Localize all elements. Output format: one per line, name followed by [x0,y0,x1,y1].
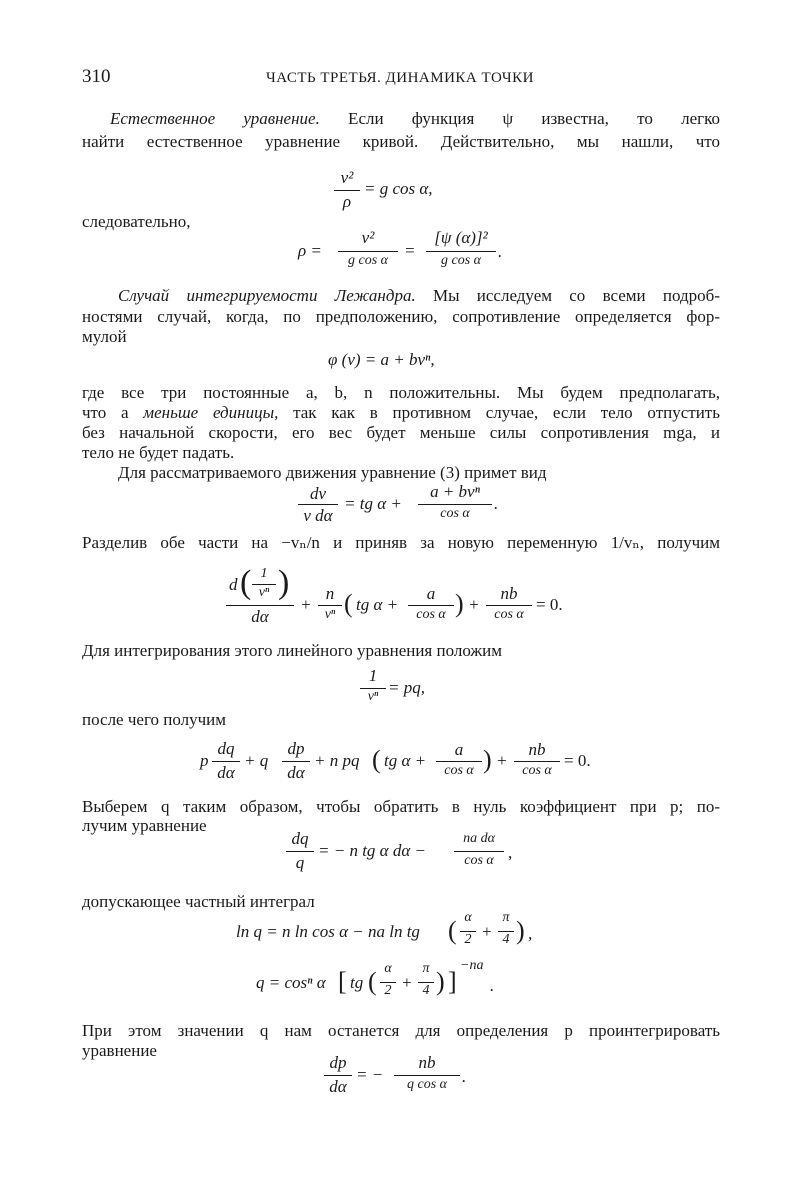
equation-mid: tg α + [356,595,399,614]
fraction-bar [418,504,492,505]
fraction-numerator: nb [528,740,546,759]
fraction-bar [298,504,338,505]
fraction-denominator: dα [251,607,269,626]
fraction-numerator: π [422,961,430,976]
fraction-denominator: cos α [416,607,446,622]
plus-sign: + [481,922,493,941]
fraction-bar [286,851,314,852]
fraction-denominator: cos α [464,853,494,868]
paragraph-line: ностями случай, когда, по предположению, сопротивление определяется фор- [82,307,720,326]
plus-sign: + [496,751,508,770]
fraction-bar [318,605,342,606]
paragraph-line: уравнение [82,1041,157,1060]
plus-sign: + [300,595,312,614]
fraction-bar [426,251,496,252]
paragraph-line: Для интегрирования этого линейного уравнения положим [82,641,503,660]
paragraph-line: Выберем q таким образом, чтобы обратить в нуль коэффициент при p; по- [82,797,720,816]
fraction-numerator: α [464,910,472,925]
equation-mid: + q [244,751,269,770]
fraction-bar [454,851,504,852]
paren-left: ( [368,967,377,996]
paragraph-line: Для рассматриваемого движения уравнение (3) примет вид [118,463,547,482]
paragraph-line: тело не будет падать. [82,443,235,462]
bracket-left: [ [338,967,347,996]
paren-left: ( [240,564,252,601]
fraction-denominator: g cos α [347,253,388,268]
fraction-bar [408,605,454,606]
period: . [462,1067,467,1086]
fraction-numerator: n [325,584,335,603]
fraction-denominator: vⁿ [258,585,270,600]
paren-right: ) [436,967,445,996]
equation-mid: = tg α + [344,494,402,513]
fraction-denominator: dα [217,763,235,782]
paragraph-line [110,108,720,129]
fraction-bar [394,1075,460,1076]
equation-lhs: ln q = n ln cos α − na ln tg [236,922,420,941]
fraction-denominator: dα [287,763,305,782]
fraction-denominator: v dα [303,506,333,525]
paren-left: ( [344,589,353,618]
variable-p: p [200,751,209,770]
fraction-numerator: na dα [463,831,495,846]
equation-mid: + n pq [314,751,360,770]
fraction-numerator: nb [418,1053,436,1072]
italic-term: меньше единицы, [143,403,279,422]
fraction-numerator: v² [340,168,354,187]
fraction-denominator: dα [329,1077,347,1096]
equation-mid: = − n tg α dα − [318,841,426,860]
fraction-denominator: 2 [464,932,472,947]
paragraph-line: мулой [82,327,127,346]
fraction-denominator: cos α [522,763,552,778]
paren-right: ) [455,589,464,618]
fraction-numerator: 1 [368,666,378,685]
period: . [490,976,495,995]
fraction-denominator: g cos α [440,253,481,268]
fraction-numerator: dp [287,739,305,758]
italic-term: Случай интегрируемости Лежандра. [118,286,416,305]
fraction-bar [212,761,240,762]
fraction-denominator: cos α [440,506,470,521]
exponent: −na [460,958,484,973]
text-run: так как в противном случае, если тело отпустить [278,403,720,422]
fraction-numerator: a + bvⁿ [430,482,480,501]
fraction-numerator: v² [361,228,375,247]
fraction-denominator: vⁿ [324,607,336,622]
text-run: Если функция ψ известна, то легко [319,109,720,128]
fraction-numerator: dq [291,829,309,848]
equation: φ (v) = a + bvⁿ, [328,350,435,369]
fraction-bar [436,761,482,762]
equation-lhs: ρ = [298,241,322,260]
paren-left: ( [448,916,457,945]
fraction-numerator: nb [500,584,518,603]
equals-sign: = [404,241,416,260]
equation-end: = 0. [564,751,591,770]
fraction-denominator: ρ [342,192,352,211]
fraction-denominator: vⁿ [367,689,379,704]
paren-right: ) [516,916,525,945]
fraction-denominator: q [295,853,305,872]
paragraph-line: При этом значении q нам останется для определения p проинтегрировать [82,1021,720,1040]
fraction-numerator: a [454,740,464,759]
fraction-numerator: π [502,910,510,925]
fraction-numerator: 1 [260,566,268,581]
running-title: ЧАСТЬ ТРЕТЬЯ. ДИНАМИКА ТОЧКИ [266,70,535,86]
fraction-bar [486,605,532,606]
tg-function: tg [350,973,364,992]
text-run: что a [82,403,144,422]
fraction-denominator: q cos α [406,1077,447,1092]
equation-mid: = − [356,1065,384,1084]
fraction-denominator: 2 [384,983,392,998]
plus-sign: + [401,973,413,992]
fraction-bar [226,605,294,606]
fraction-numerator: dv [309,484,327,503]
italic-term: Естественное уравнение. [110,109,320,128]
comma: , [528,924,533,943]
comma: , [508,843,513,862]
fraction-bar [282,761,310,762]
paragraph-line [118,285,720,306]
equation-rhs: = pq, [388,678,425,697]
bracket-right: ] [448,967,457,996]
page-number: 310 [82,66,111,87]
fraction-bar [324,1075,352,1076]
fraction-denominator: 4 [502,932,510,947]
equation-end: = 0. [536,595,563,614]
fraction-bar [514,761,560,762]
equation-rhs: = g cos α, [364,179,433,198]
fraction-numerator: a [426,584,436,603]
paragraph-line: лучим уравнение [82,816,207,835]
paragraph-line: найти естественное уравнение кривой. Действительно, мы нашли, что [82,132,720,151]
fraction-numerator: [ψ (α)]² [434,228,488,247]
equation-mid: tg α + [384,751,427,770]
paragraph-line: где все три постоянные a, b, n положительны. Мы будем предполагать, [82,383,720,402]
paren-right: ) [278,564,290,601]
fraction-denominator: cos α [494,607,524,622]
plus-sign: + [468,595,480,614]
paren-right: ) [483,745,492,774]
paren-left: ( [372,745,381,774]
fraction-bar [338,251,398,252]
fraction-denominator: 4 [422,983,430,998]
paragraph-line [82,402,720,423]
fraction-numerator: dq [217,739,235,758]
paragraph-line: без начальной скорости, его вес будет меньше силы сопротивления mga, и [82,423,720,442]
fraction-numerator: dp [329,1053,347,1072]
period: . [498,242,503,261]
differential-d: d [229,575,238,594]
paragraph-line: допускающее частный интеграл [82,892,315,911]
text-line: следовательно, [82,212,191,231]
paragraph-line: Разделив обе части на −vₙ/n и приняв за новую переменную 1/vₙ, получим [82,533,720,552]
text-run: Мы исследуем со всеми подроб- [415,286,720,305]
period: . [494,494,499,513]
fraction-bar [334,190,360,191]
equation-lhs: q = cosⁿ α [256,973,326,992]
paragraph-line: после чего получим [82,710,227,729]
fraction-numerator: α [384,961,392,976]
fraction-denominator: cos α [444,763,474,778]
